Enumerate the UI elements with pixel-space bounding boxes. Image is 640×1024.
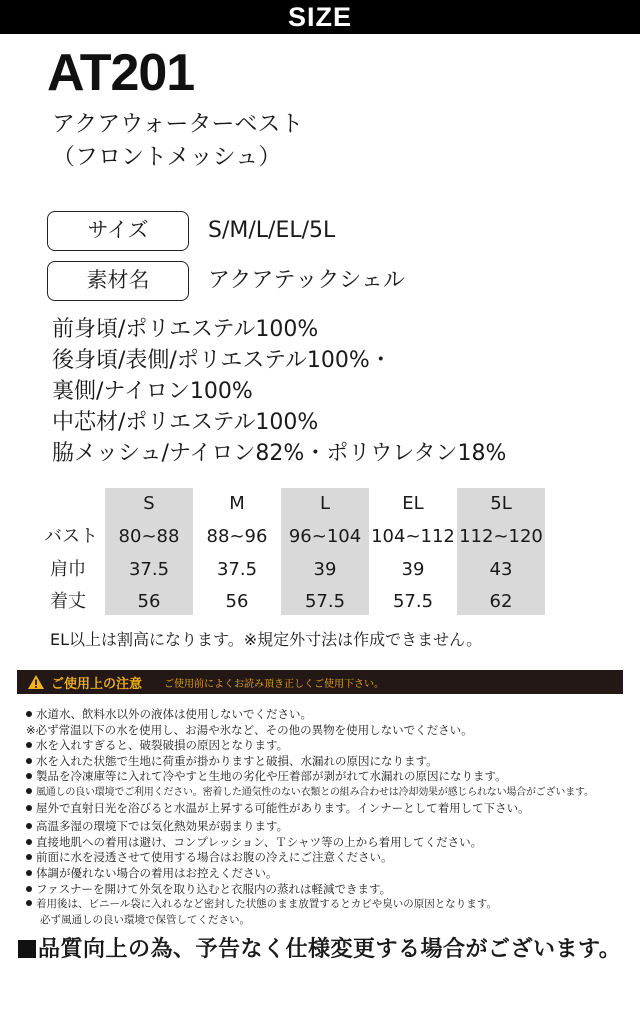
row-label-shoulder: 肩巾 — [50, 559, 86, 580]
table-cell: 62 — [489, 591, 513, 612]
caution-header-bar — [17, 670, 623, 694]
size-options: S/M/L/EL/5L — [208, 218, 336, 243]
table-cell: 96~104 — [288, 526, 362, 547]
square-bullet-icon — [18, 940, 36, 958]
bullet-icon — [26, 805, 32, 811]
table-cell: 88~96 — [206, 526, 268, 547]
bullet-icon — [26, 823, 32, 829]
material-line: 裏側/ナイロン100% — [52, 379, 253, 404]
bullet-icon — [26, 711, 32, 717]
size-label-box: サイズ — [47, 211, 189, 251]
bullet-icon — [26, 758, 32, 764]
material-line: 後身頃/表側/ポリエステル100%・ — [52, 348, 392, 373]
table-cell: 39 — [313, 559, 337, 580]
table-cell: 57.5 — [392, 591, 434, 612]
bullet-icon — [26, 870, 32, 876]
material-name: アクアテックシェル — [208, 268, 405, 293]
list-item: ※必ず常温以下の水を使用し、お湯や氷など、その他の異物を使用しないでください。 — [26, 722, 473, 737]
table-cell: 112~120 — [459, 526, 543, 547]
model-number: AT201 — [47, 44, 195, 102]
row-label-bust: バスト — [44, 526, 98, 547]
table-cell: 56 — [225, 591, 249, 612]
list-item: 高温多湿の環境下では気化熱効果が弱まります。 — [26, 819, 594, 835]
material-line: 脇メッシュ/ナイロン82%・ポリウレタン18% — [52, 441, 507, 466]
table-cell: 104~112 — [371, 526, 455, 547]
table-cell: 37.5 — [216, 559, 258, 580]
footer-notice: 品質向上の為、予告なく仕様変更する場合がございます。 — [18, 932, 621, 963]
list-item: ファスナーを開けて外気を取り込むと衣服内の蒸れは軽減できます。 — [26, 882, 594, 898]
caution-list — [26, 707, 594, 928]
product-subtitle: （フロントメッシュ） — [52, 144, 282, 170]
list-item: 必ず風通しの良い環境で保管してください。 — [40, 913, 250, 926]
bullet-icon — [26, 773, 32, 779]
bullet-icon — [26, 742, 32, 748]
material-line: 中芯材/ポリエステル100% — [52, 410, 319, 435]
list-item: 前面に水を浸透させて使用する場合はお腹の冷えにご注意ください。 — [26, 850, 594, 866]
table-cell: 57.5 — [304, 591, 346, 612]
product-name: アクアウォーターベスト — [52, 111, 304, 137]
size-note: EL以上は割高になります。※規定外寸法は作成できません。 — [50, 630, 483, 649]
column-header-m: M — [229, 493, 245, 514]
material-line: 前身頃/ポリエステル100% — [52, 317, 319, 342]
list-item: 体調が優れない場合の着用はお控えください。 — [26, 866, 594, 882]
size-header-bar: SIZE — [0, 0, 640, 34]
warning-triangle-icon — [27, 674, 45, 690]
column-header-5l: 5L — [490, 493, 512, 514]
table-cell: 43 — [489, 559, 513, 580]
list-item: 水道水、飲料水以外の液体は使用しないでください。 — [26, 707, 594, 723]
table-cell: 56 — [137, 591, 161, 612]
column-header-el: EL — [402, 493, 424, 514]
material-label-box: 素材名 — [47, 261, 189, 301]
list-item: 水を入れすぎると、破裂破損の原因となります。 — [26, 738, 594, 754]
table-cell: 80~88 — [118, 526, 180, 547]
list-item: 直接地肌への着用は避け、コンプレッション、Ｔシャツ等の上から着用してください。 — [26, 835, 594, 851]
column-header-s: S — [143, 493, 155, 514]
caution-subtitle: ご使用前によくお読み頂き正しくご使用下さい。 — [164, 678, 385, 690]
bullet-icon — [26, 839, 32, 845]
list-item: 水を入れた状態で生地に荷重が掛かりますと破損、水漏れの原因になります。 — [26, 754, 594, 770]
caution-title: ご使用上の注意 — [51, 676, 143, 692]
list-item: 製品を冷凍庫等に入れて冷やすと生地の劣化や圧着部が剥がれて水漏れの原因になります。 — [26, 769, 594, 785]
bullet-icon — [26, 900, 32, 906]
row-label-length: 着丈 — [50, 591, 86, 612]
list-item: 着用後は、ビニール袋に入れるなど密封した状態のまま放置するとカビや臭いの原因となります。 — [26, 897, 594, 913]
table-cell: 39 — [401, 559, 425, 580]
bullet-icon — [26, 788, 32, 794]
material-composition — [52, 314, 506, 469]
list-item: 屋外で直射日光を浴びると水温が上昇する可能性があります。インナーとして着用して下さい。 — [26, 801, 594, 817]
list-item: 風通しの良い環境でご利用ください。密着した通気性のない衣類との組み合わせは冷却効果が感じられない場合がございます。 — [26, 785, 594, 801]
bullet-icon — [26, 854, 32, 860]
column-header-l: L — [319, 493, 331, 514]
table-cell: 37.5 — [128, 559, 170, 580]
bullet-icon — [26, 886, 32, 892]
